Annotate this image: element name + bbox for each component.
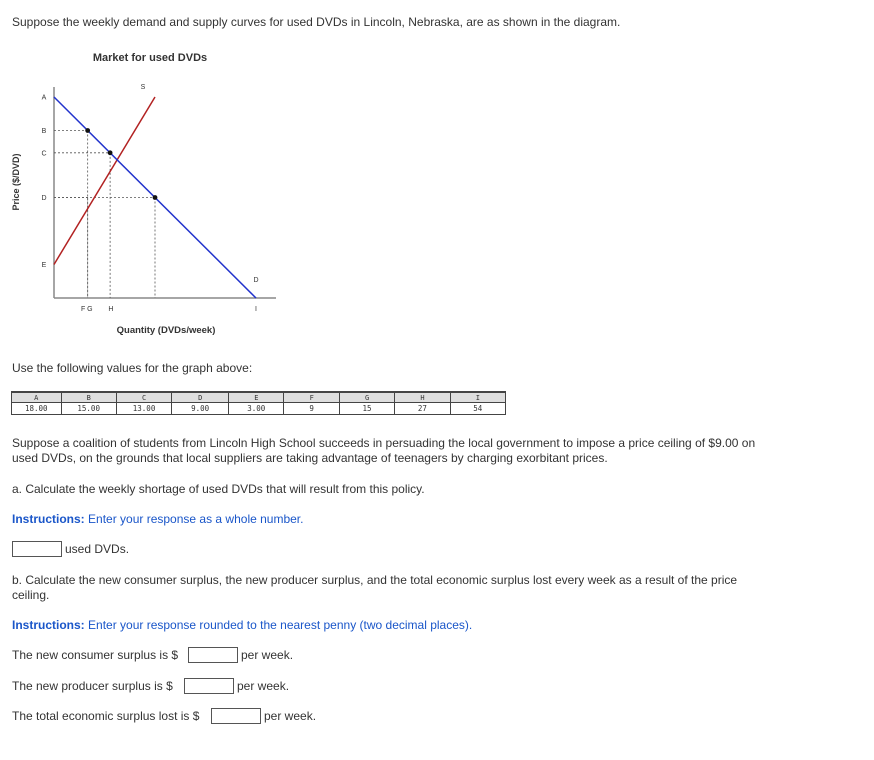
table-header-row xyxy=(12,392,506,403)
table-header-c: C xyxy=(116,392,171,403)
y-tick-d: D xyxy=(41,195,47,202)
table-cell-i: 54 xyxy=(450,403,505,415)
producer-surplus-label: The new producer surplus is $ xyxy=(12,679,173,693)
y-tick-a: A xyxy=(41,94,47,102)
series-line-s xyxy=(54,97,155,265)
x-tick-f: F xyxy=(81,306,86,313)
y-axis-label: Price ($/DVD) xyxy=(11,153,21,211)
x-axis-label: Quantity (DVDs/week) xyxy=(116,325,216,336)
table-header-b: B xyxy=(61,392,116,403)
instructions-a xyxy=(12,512,303,526)
table-value-row xyxy=(12,403,506,415)
x-tick-h: H xyxy=(108,306,114,313)
table-cell-e: 3.00 xyxy=(229,403,284,415)
table-cell-g: 15 xyxy=(339,403,394,415)
instructions-b-label: Instructions: xyxy=(12,618,85,632)
intro-text: Suppose the weekly demand and supply curves for used DVDs in Lincoln, Nebraska, are as shown in the diagram. xyxy=(12,15,621,29)
instructions-b-text: Enter your response rounded to the nearest penny (two decimal places). xyxy=(88,618,473,632)
consumer-surplus-label: The new consumer surplus is $ xyxy=(12,648,179,662)
values-table xyxy=(11,391,506,415)
shortage-input[interactable] xyxy=(12,541,62,557)
table-cell-c: 13.00 xyxy=(116,403,171,415)
coalition-text: Suppose a coalition of students from Lincoln High School succeeds in persuading the local government to impose a price ceiling of $9.00 on used DVDs, on the grounds that local suppliers are taking advantage of teenagers by charging exorbitant prices. xyxy=(12,436,756,465)
table-header-f: F xyxy=(284,392,339,403)
use-values-text: Use the following values for the graph above: xyxy=(12,361,253,375)
plot-area xyxy=(41,84,276,313)
consumer-surplus-suffix: per week. xyxy=(241,648,294,662)
y-tick-c: C xyxy=(41,150,47,158)
x-tick-i: I xyxy=(255,306,257,313)
table-header-a: A xyxy=(12,392,62,403)
table-header-d: D xyxy=(172,392,229,403)
y-tick-e: E xyxy=(41,262,47,269)
producer-surplus-suffix: per week. xyxy=(237,679,290,693)
table-header-e: E xyxy=(229,392,284,403)
x-tick-g: G xyxy=(87,306,93,313)
y-tick-b: B xyxy=(41,128,47,135)
question-b: b. Calculate the new consumer surplus, the new producer surplus, and the total economic surplus lost every week as a result of the price ceiling. xyxy=(12,573,738,602)
table-cell-b: 15.00 xyxy=(61,403,116,415)
table-cell-a: 18.00 xyxy=(12,403,62,415)
data-point-2 xyxy=(153,195,158,200)
table-header-g: G xyxy=(339,392,394,403)
data-point-0 xyxy=(85,128,90,133)
producer-surplus-input[interactable] xyxy=(184,678,234,694)
question-a: a. Calculate the weekly shortage of used DVDs that will result from this policy. xyxy=(12,482,425,496)
table-cell-d: 9.00 xyxy=(172,403,229,415)
table-cell-h: 27 xyxy=(395,403,450,415)
surplus-lost-input[interactable] xyxy=(211,708,261,724)
table-header-i: I xyxy=(450,392,505,403)
data-point-1 xyxy=(108,150,113,155)
instructions-a-label: Instructions: xyxy=(12,512,85,526)
table-header-h: H xyxy=(395,392,450,403)
consumer-surplus-input[interactable] xyxy=(188,647,238,663)
answer-a-suffix: used DVDs. xyxy=(65,542,130,556)
surplus-lost-label: The total economic surplus lost is $ xyxy=(12,709,200,723)
series-label-d: D xyxy=(253,277,259,284)
chart-title: Market for used DVDs xyxy=(92,52,208,64)
supply-demand-chart xyxy=(0,40,300,350)
instructions-b xyxy=(12,618,472,632)
table-cell-f: 9 xyxy=(284,403,339,415)
surplus-lost-suffix: per week. xyxy=(264,709,317,723)
instructions-a-text: Enter your response as a whole number. xyxy=(88,512,304,526)
series-label-s: S xyxy=(140,84,146,91)
